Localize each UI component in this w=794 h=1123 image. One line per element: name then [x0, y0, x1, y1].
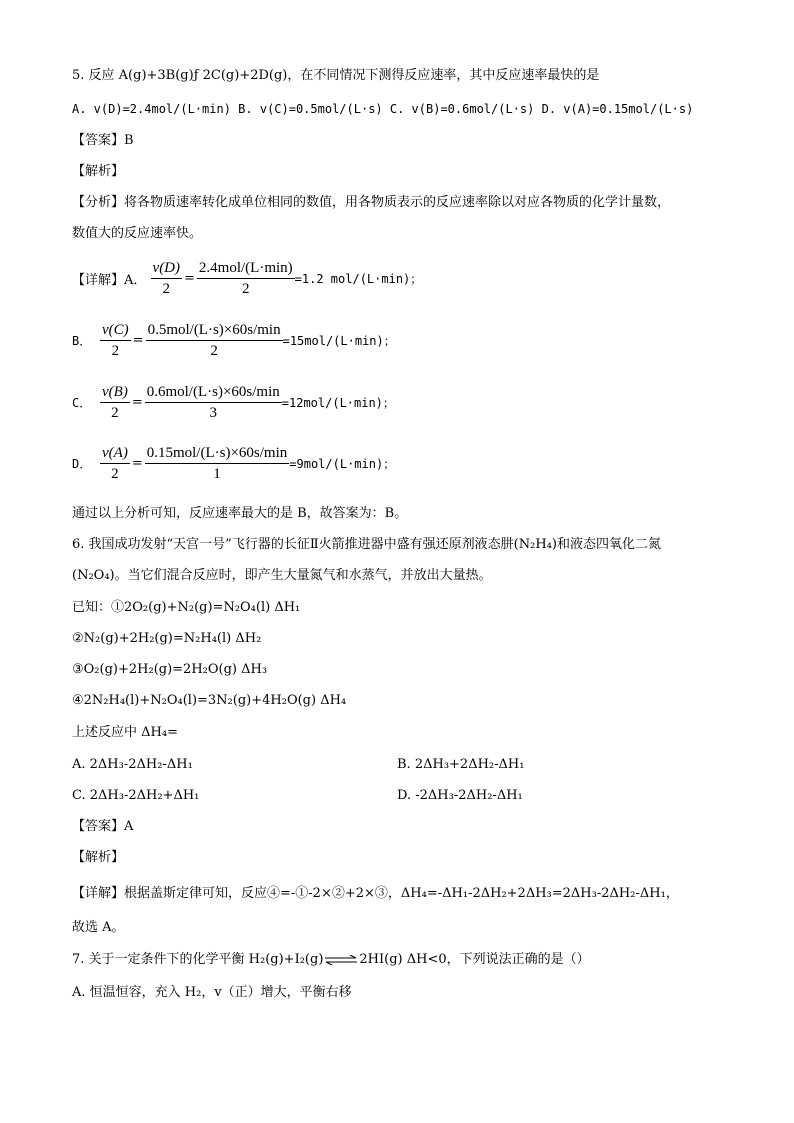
q6-answer: 【答案】A: [72, 819, 134, 834]
calc-result: =1.2 mol/(L·min)；: [294, 272, 423, 286]
q6-reaction-2: ②N₂(g)+2H₂(g)=N₂H₄(l) ΔH₂: [72, 631, 262, 646]
fraction-right: $\frac{\text{2.4mol/(L·min)}}{2}$: [198, 260, 293, 297]
q6-option-c: C. 2ΔH₃-2ΔH₂+ΔH₁: [72, 788, 200, 803]
q5-calc-row-d: D． $\frac{v(A)}{2}$ = $\frac{\text{0.15mol/(L·s)×60s/min}}{1}$ =9mol/(L·min)；: [72, 445, 396, 482]
q6-option-a: A. 2ΔH₃-2ΔH₂-ΔH₁: [72, 757, 193, 772]
fraction-left: $\frac{v(B)}{2}$: [102, 384, 128, 421]
q7-option-a: A. 恒温恒容，充入 H₂，v（正）增大，平衡右移: [72, 985, 352, 1000]
q5-calc-row-c: C． $\frac{v(B)}{2}$ = $\frac{\text{0.6mol/(L·s)×60s/min}}{3}$ =12mol/(L·min)；: [72, 384, 395, 421]
calc-label: B．: [72, 334, 92, 348]
q6-detail: 【详解】根据盖斯定律可知，反应④=-①-2×②+2×③，ΔH₄=-ΔH₁-2ΔH₂+2ΔH₃=2ΔH₃-2ΔH₂-ΔH₁，: [72, 886, 679, 901]
fraction-right: $\frac{\text{0.15mol/(L·s)×60s/min}}{1}$: [146, 445, 288, 482]
q5-stem: 5. 反应 A(g)+3B(g)ƒ 2C(g)+2D(g)，在不同情况下测得反应速率，其中反应速率最快的是: [72, 68, 600, 83]
q5-options: A. v(D)=2.4mol/(L·min) B. v(C)=0.5mol/(L·s) C. v(B)=0.6mol/(L·s) D. v(A)=0.15mol/(L·s): [72, 102, 694, 116]
fraction-left: $\frac{v(A)}{2}$: [102, 445, 128, 482]
q5-calc-row-a: 【详解】A． $\frac{v(D)}{2}$ = $\frac{\text{2.4mol/(L·min)}}{2}$ =1.2 mol/(L·min)；: [72, 260, 423, 297]
q6-option-b: B. 2ΔH₃+2ΔH₂-ΔH₁: [397, 757, 525, 772]
q7-stem-suffix: 2HI(g) ΔH<0，下列说法正确的是（）: [359, 952, 590, 967]
q6-question: 上述反应中 ΔH₄=: [72, 725, 178, 740]
q5-analysis-line-1: 【分析】将各物质速率转化成单位相同的数值，用各物质表示的反应速率除以对应各物质的化学计量数，: [72, 195, 671, 210]
q6-detail-line-2: 故选 A。: [72, 920, 125, 935]
q6-option-d: D. -2ΔH₃-2ΔH₂-ΔH₁: [397, 788, 523, 803]
q5-analysis-line-2: 数值大的反应速率快。: [72, 226, 203, 241]
q5-conclusion: 通过以上分析可知，反应速率最大的是 B，故答案为：B。: [72, 506, 408, 521]
fraction-left: $\frac{v(D)}{2}$: [152, 260, 181, 297]
q6-analysis-heading: 【解析】: [72, 850, 125, 865]
q5-analysis-heading: 【解析】: [72, 164, 125, 179]
fraction-left: $\frac{v(C)}{2}$: [102, 322, 129, 359]
q6-reaction-4: ④2N₂H₄(l)+N₂O₄(l)=3N₂(g)+4H₂O(g) ΔH₄: [72, 693, 347, 708]
q6-stem-line-1: 6. 我国成功发射“天宫一号”飞行器的长征Ⅱ火箭推进器中盛有强还原剂液态肼(N₂H₄)和液态四氧化二氮: [72, 537, 661, 552]
equilibrium-arrow-icon: [323, 955, 359, 965]
calc-label: C．: [72, 396, 92, 410]
q5-detail-prefix: 【详解】A．: [72, 273, 147, 288]
q6-given-reaction-1: 已知：①2O₂(g)+N₂(g)=N₂O₄(l) ΔH₁: [72, 600, 301, 615]
fraction-right: $\frac{\text{0.5mol/(L·s)×60s/min}}{2}$: [147, 322, 281, 359]
calc-label: D．: [72, 457, 92, 471]
q7-stem-prefix: 7. 关于一定条件下的化学平衡 H₂(g)+I₂(g): [72, 952, 324, 967]
q6-stem-line-2: (N₂O₄)。当它们混合反应时，即产生大量氮气和水蒸气，并放出大量热。: [72, 568, 492, 583]
q7-stem: [72, 951, 590, 969]
q5-answer: 【答案】B: [72, 133, 134, 148]
q5-calc-row-b: B． $\frac{v(C)}{2}$ = $\frac{\text{0.5mol/(L·s)×60s/min}}{2}$ =15mol/(L·min)；: [72, 322, 396, 359]
calc-result: =9mol/(L·min)；: [289, 457, 396, 471]
fraction-right: $\frac{\text{0.6mol/(L·s)×60s/min}}{3}$: [146, 384, 280, 421]
calc-result: =15mol/(L·min)；: [282, 334, 396, 348]
q6-reaction-3: ③O₂(g)+2H₂(g)=2H₂O(g) ΔH₃: [72, 662, 268, 677]
calc-result: =12mol/(L·min)；: [281, 396, 395, 410]
